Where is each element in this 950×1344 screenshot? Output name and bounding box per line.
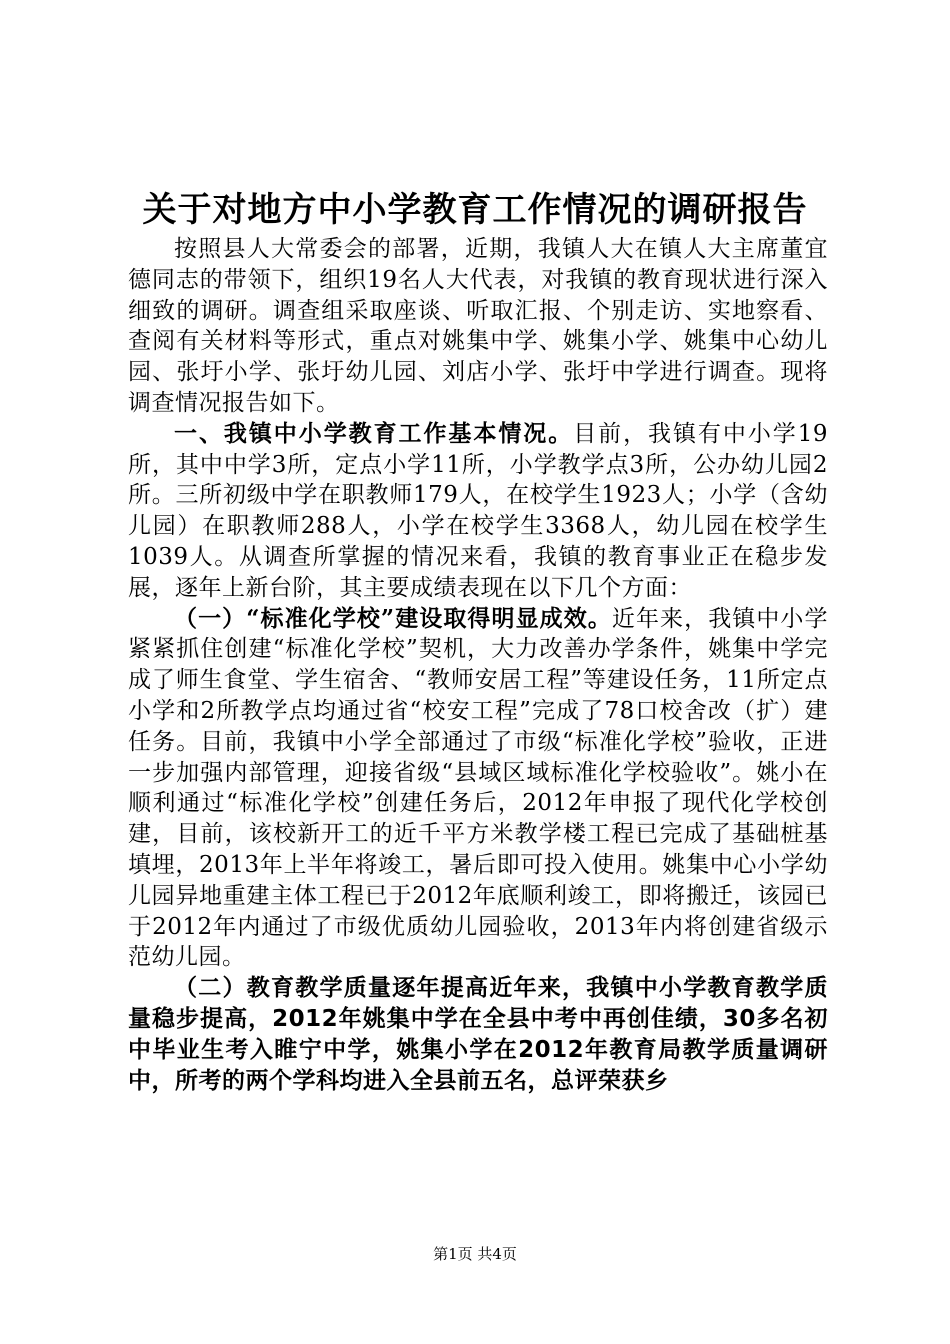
paragraph-text: 目前，我镇有中小学19所，其中中学3所，定点小学11所，小学教学点3所，公办幼儿园2所。三所初级中学在职教师179人，在校学生1923人；小学（含幼儿园）在职教师288人，小学在校学生3368人，幼儿园在校学生1039人。从调查所掌握的情况来看，我镇的教育事业正在稳步发展，逐年上新台阶，其主要成绩表现在以下几个方面： (128, 420, 828, 601)
section-heading: 一、我镇中小学教育工作基本情况。 (174, 419, 574, 447)
paragraph-subsection-2 (128, 973, 828, 1096)
paragraph-text: 近年来，我镇中小学紧紧抓住创建“标准化学校”契机，大力改善办学条件，姚集中学完成了师生食堂、学生宿舍、“教师安居工程”等建设任务，11所定点小学和2所教学点均通过省“校安工程”完成了78口校舍改（扩）建任务。目前，我镇中小学全部通过了市级“标准化学校”验收，正进一步加强内部管理，迎接省级“县域区域标准化学校验收”。姚小在顺利通过“标准化学校”创建任务后，2012年申报了现代化学校创建，目前，该校新开工的近千平方米教学楼工程已完成了基础桩基填埋，2013年上半年将竣工，暑后即可投入使用。姚集中心小学幼儿园异地重建主体工程已于2012年底顺利竣工，即将搬迁，该园已于2012年内通过了市级优质幼儿园验收，2013年内将创建省级示范幼儿园。 (128, 605, 828, 971)
page-footer: 第1页 共4页 (433, 1245, 517, 1263)
paragraph-text: 按照县人大常委会的部署，近期，我镇人大在镇人大主席董宜德同志的带领下，组织19名人大代表，对我镇的教育现状进行深入细致的调研。调查组采取座谈、听取汇报、个别走访、实地察看、查阅有关材料等形式，重点对姚集中学、姚集小学、姚集中心幼儿园、张圩小学、张圩幼儿园、刘店小学、张圩中学进行调查。现将调查情况报告如下。 (128, 236, 828, 416)
paragraph-intro (128, 234, 828, 419)
paragraph-section-1 (128, 419, 828, 604)
paragraph-text: （二）教育教学质量逐年提高近年来，我镇中小学教育教学质量稳步提高，2012年姚集中学在全县中考中再创佳绩，30多名初中毕业生考入睢宁中学，姚集小学在2012年教育局教学质量调研中，所考的两个学科均进入全县前五名，总评荣获乡 (128, 975, 828, 1094)
paragraph-subsection-1 (128, 604, 828, 974)
document-title: 关于对地方中小学教育工作情况的调研报告 (142, 190, 808, 230)
subsection-heading: （一）“标准化学校”建设取得明显成效。 (174, 604, 612, 632)
document-body (128, 234, 828, 1096)
